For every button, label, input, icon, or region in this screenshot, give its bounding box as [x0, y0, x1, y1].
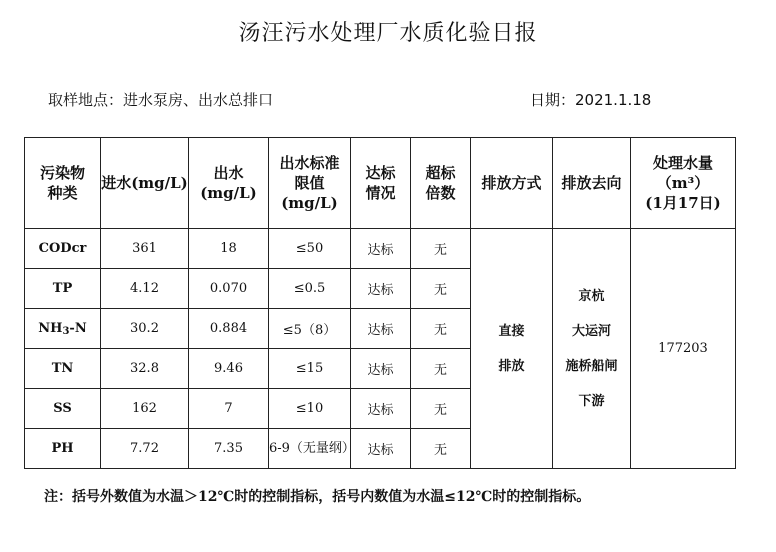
influent-value: 7.72 — [101, 429, 189, 469]
pollutant-name: TP — [25, 269, 101, 309]
header-destination: 排放去向 — [553, 138, 631, 229]
exceed-value: 无 — [411, 309, 471, 349]
treated-volume: 177203 — [631, 229, 736, 469]
header-method: 排放方式 — [471, 138, 553, 229]
influent-value: 32.8 — [101, 349, 189, 389]
limit-value: ≤15 — [269, 349, 351, 389]
report-date: 日期：2021.1.18 — [530, 91, 652, 109]
status-value: 达标 — [351, 389, 411, 429]
status-value: 达标 — [351, 269, 411, 309]
limit-value: ≤0.5 — [269, 269, 351, 309]
limit-value: ≤5（8） — [269, 309, 351, 349]
status-value: 达标 — [351, 229, 411, 269]
influent-value: 162 — [101, 389, 189, 429]
effluent-value: 9.46 — [189, 349, 269, 389]
effluent-value: 7.35 — [189, 429, 269, 469]
header-effluent: 出水 (mg/L) — [189, 138, 269, 229]
pollutant-name: $NH_3-N$ — [25, 309, 101, 349]
influent-value: 4.12 — [101, 269, 189, 309]
status-value: 达标 — [351, 309, 411, 349]
pollutant-name: SS — [25, 389, 101, 429]
table-row — [25, 229, 736, 269]
pollutant-name: CODcr — [25, 229, 101, 269]
status-value: 达标 — [351, 349, 411, 389]
header-limit: 出水标准 限值 (mg/L) — [269, 138, 351, 229]
limit-value: ≤50 — [269, 229, 351, 269]
exceed-value: 无 — [411, 349, 471, 389]
limit-value: 6-9（无量纲） — [269, 429, 351, 469]
header-pollutant: 污染物 种类 — [25, 138, 101, 229]
header-volume: 处理水量 （m³） (1月17日) — [631, 138, 736, 229]
water-quality-table — [24, 137, 736, 469]
header-row — [25, 138, 736, 229]
report-title: 汤汪污水处理厂水质化验日报 — [238, 21, 538, 46]
exceed-value: 无 — [411, 229, 471, 269]
effluent-value: 0.884 — [189, 309, 269, 349]
sampling-location: 取样地点：进水泵房、出水总排口 — [48, 91, 274, 109]
header-influent: 进水(mg/L) — [101, 138, 189, 229]
exceed-value: 无 — [411, 429, 471, 469]
discharge-method: 直接 排放 — [471, 229, 553, 469]
limit-value: ≤10 — [269, 389, 351, 429]
pollutant-name: TN — [25, 349, 101, 389]
exceed-value: 无 — [411, 269, 471, 309]
exceed-value: 无 — [411, 389, 471, 429]
footnote: 注：括号外数值为水温＞12℃时的控制指标，括号内数值为水温≤12℃时的控制指标。 — [44, 489, 591, 505]
effluent-value: 0.070 — [189, 269, 269, 309]
effluent-value: 7 — [189, 389, 269, 429]
influent-value: 361 — [101, 229, 189, 269]
effluent-value: 18 — [189, 229, 269, 269]
status-value: 达标 — [351, 429, 411, 469]
header-exceed: 超标 倍数 — [411, 138, 471, 229]
discharge-destination: 京杭 大运河 施桥船闸 下游 — [553, 229, 631, 469]
pollutant-name: PH — [25, 429, 101, 469]
header-status: 达标 情况 — [351, 138, 411, 229]
influent-value: 30.2 — [101, 309, 189, 349]
